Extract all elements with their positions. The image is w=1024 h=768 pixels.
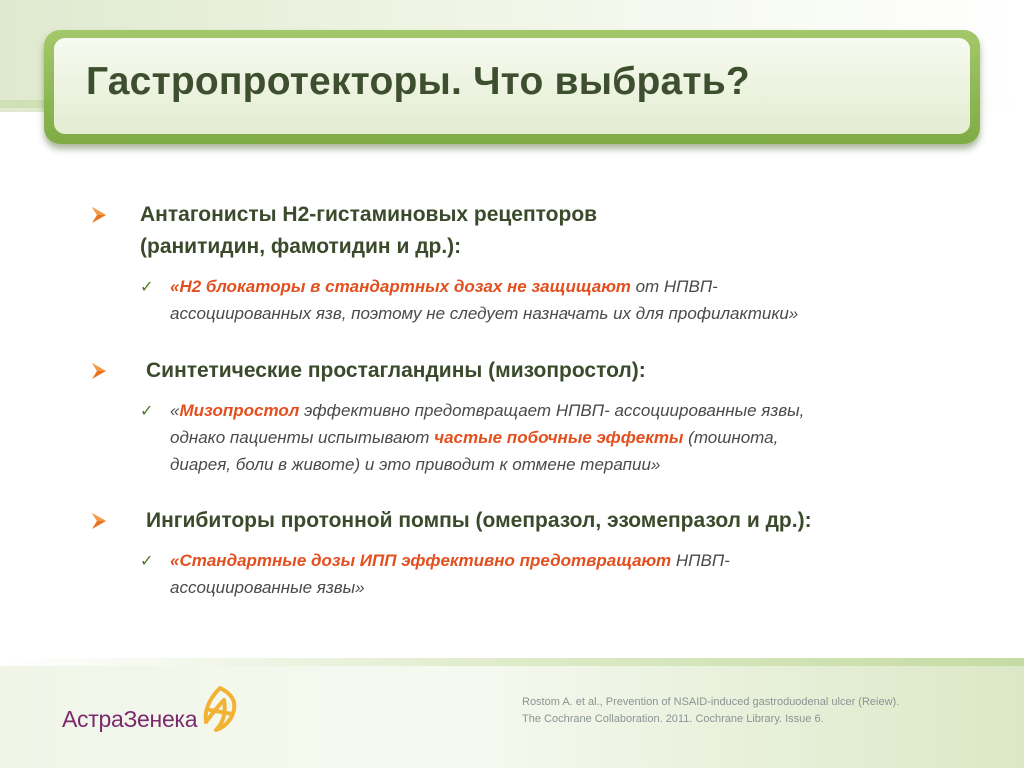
section-1-quote-line-2: ассоциированных язв, поэтому не следует назначать их для профилактики» <box>170 304 799 323</box>
citation-line-2: The Cochrane Collaboration. 2011. Cochrane Library. Issue 6. <box>522 713 824 725</box>
section-3-quote-line-2: ассоциированные язвы» <box>170 578 365 597</box>
section-1-heading-line-1: Антагонисты Н2-гистаминовых рецепторов <box>140 203 598 226</box>
section-3-quote-highlight: «Стандартные дозы ИПП эффективно предотвращают <box>170 551 672 570</box>
slide-title: Гастропротекторы. Что выбрать? <box>86 60 750 103</box>
citation <box>522 694 899 728</box>
section-1-heading-line-2: (ранитидин, фамотидин и др.): <box>140 235 462 258</box>
section-2-heading: Синтетические простагландины (мизопростол): <box>146 359 646 382</box>
company-logo-text: АстраЗенека <box>62 706 198 732</box>
checkmark-icon: ✓ <box>140 553 154 570</box>
section-2-quote-line-3: диарея, боли в животе) и это приводит к отмене терапии» <box>170 455 661 474</box>
section-3-quote-line-1 <box>170 547 730 574</box>
section-1-quote-rest: от НПВП- <box>630 277 718 296</box>
arrow-bullet-icon <box>90 511 108 531</box>
section-2-quote-highlight-2: частые побочные эффекты <box>434 428 684 447</box>
quote-open-mark: « <box>170 401 180 420</box>
checkmark-icon: ✓ <box>140 403 154 420</box>
arrow-bullet-icon <box>90 205 108 225</box>
section-1-quote-line-1 <box>170 273 718 300</box>
section-1-quote-highlight: «Н2 блокаторы в стандартных дозах не защищают <box>170 277 631 296</box>
section-2-quote-rest-1: эффективно предотвращает НПВП- ассоциированные язвы, <box>299 401 805 420</box>
section-3-heading: Ингибиторы протонной помпы (омепразол, эзомепразол и др.): <box>146 509 812 532</box>
section-2-quote-text-2: однако пациенты испытывают <box>170 428 435 447</box>
citation-line-1: Rostom A. et al., Prevention of NSAID-induced gastroduodenal ulcer (Reiew). <box>522 696 900 708</box>
checkmark-icon: ✓ <box>140 279 154 296</box>
arrow-bullet-icon <box>90 361 108 381</box>
section-3-quote-rest: НПВП- <box>671 551 730 570</box>
section-2-quote-line-2 <box>170 424 778 451</box>
section-2-quote-highlight-1: Мизопростол <box>179 401 300 420</box>
section-2-quote-rest-2: (тошнота, <box>683 428 779 447</box>
bottom-decor-line <box>0 658 1024 666</box>
astrazeneca-logo-icon <box>198 684 242 734</box>
section-2-quote-line-1 <box>170 397 804 424</box>
